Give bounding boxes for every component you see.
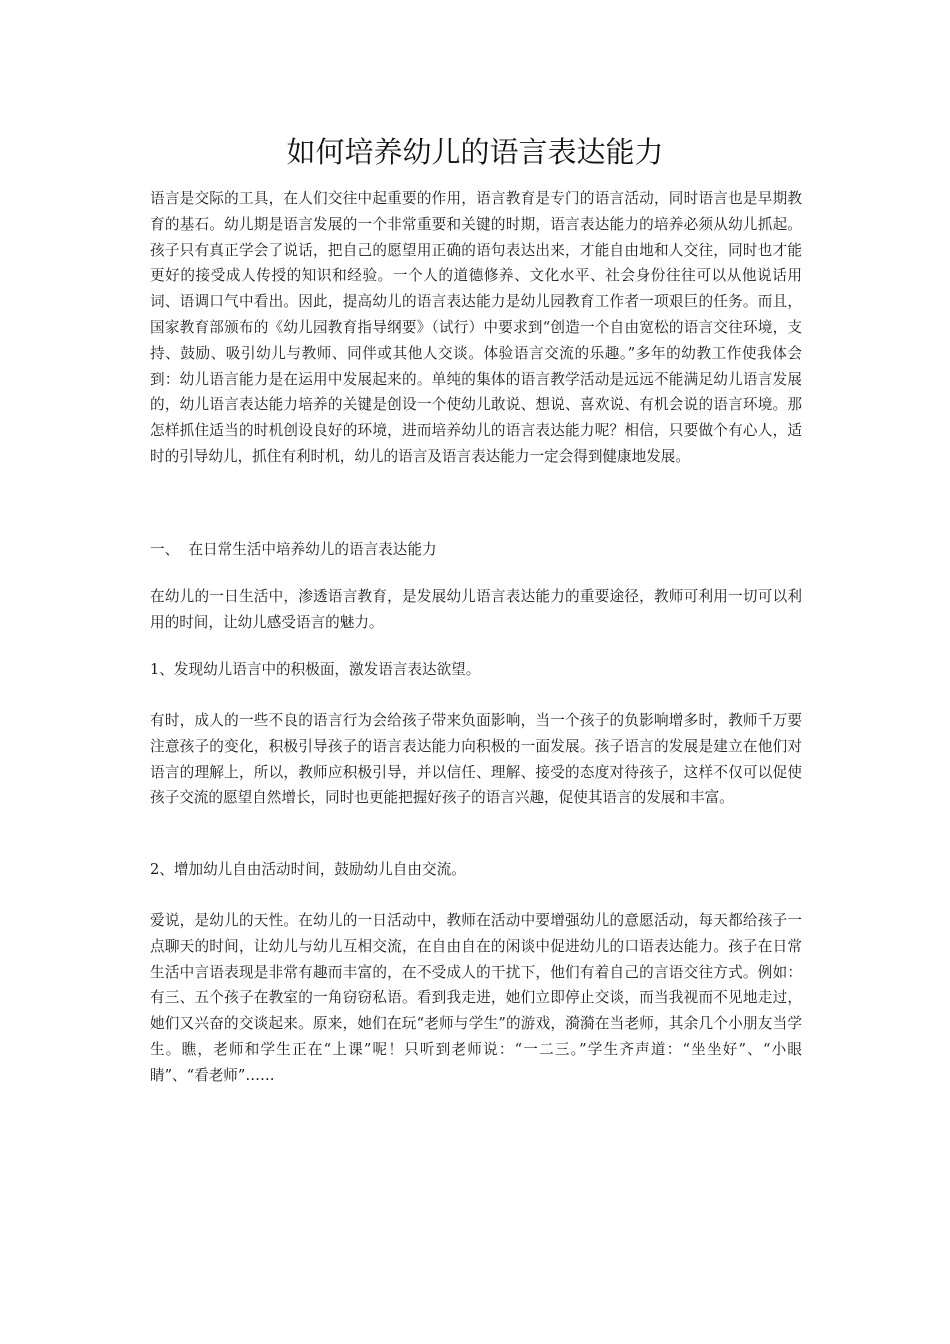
section-paragraph: 在幼儿的一日生活中，渗透语言教育，是发展幼儿语言表达能力的重要途径，教师可利用一切可以利用的时间，让幼儿感受语言的魅力。 xyxy=(150,588,802,631)
subsection-paragraph-1: 有时，成人的一些不良的语言行为会给孩子带来负面影响，当一个孩子的负影响增多时，教师千万要注意孩子的变化，积极引导孩子的语言表达能力向积极的一面发展。孩子语言的发展是建立在他们对语言的理解上，所以，教师应积极引导，并以信任、理解、接受的态度对待孩子，这样不仅可以促使孩子交流的愿望自然增长，同时也更能把握好孩子的语言兴趣，促使其语言的发展和丰富。 xyxy=(150,712,802,807)
document-title: 如何培养幼儿的语言表达能力 xyxy=(286,135,664,169)
subsection-paragraph-2: 爱说，是幼儿的天性。在幼儿的一日活动中，教师在活动中要增强幼儿的意愿活动，每天都给孩子一点聊天的时间，让幼儿与幼儿互相交流，在自由自在的闲谈中促进幼儿的口语表达能力。孩子在日常生活中言语表现是非常有趣而丰富的，在不受成人的干扰下，他们有着自己的言语交往方式。例如：有三、五个孩子在教室的一角窃窃私语。看到我走进，她们立即停止交谈，而当我视而不见地走过，她们又兴奋的交谈起来。原来，她们在玩“老师与学生”的游戏，漪漪在当老师，其余几个小朋友当学生。瞧，老师和学生正在“上课”呢！只听到老师说：“一二三。”学生齐声道：“坐坐好”、“小眼睛”、“看老师”…… xyxy=(150,912,802,1084)
subsection-heading-1: 1、发现幼儿语言中的积极面，激发语言表达欲望。 xyxy=(150,661,481,678)
intro-paragraph: 语言是交际的工具，在人们交往中起重要的作用，语言教育是专门的语言活动，同时语言也是早期教育的基石。幼儿期是语言发展的一个非常重要和关键的时期，语言表达能力的培养必须从幼儿抓起。孩子只有真正学会了说话，把自己的愿望用正确的语句表达出来，才能自由地和人交往，同时也才能更好的接受成人传授的知识和经验。一个人的道德修养、文化水平、社会身份往往可以从他说话用词、语调口气中看出。因此，提高幼儿的语言表达能力是幼儿园教育工作者一项艰巨的任务。而且，国家教育部颁布的《幼儿园教育指导纲要》（试行）中要求到“创造一个自由宽松的语言交往环境，支持、鼓励、吸引幼儿与教师、同伴或其他人交谈。体验语言交流的乐趣。”多年的幼教工作使我体会到：幼儿语言能力是在运用中发展起来的。单纯的集体的语言教学活动是远远不能满足幼儿语言发展的，幼儿语言表达能力培养的关键是创设一个使幼儿敢说、想说、喜欢说、有机会说的语言环境。那怎样抓住适当的时机创设良好的环境，进而培养幼儿的语言表达能力呢？相信，只要做个有心人，适时的引导幼儿，抓住有利时机，幼儿的语言及语言表达能力一定会得到健康地发展。 xyxy=(150,190,802,465)
subsection-heading-2: 2、增加幼儿自由活动时间，鼓励幼儿自由交流。 xyxy=(150,861,466,878)
section-heading: 一、 在日常生活中培养幼儿的语言表达能力 xyxy=(150,541,437,558)
